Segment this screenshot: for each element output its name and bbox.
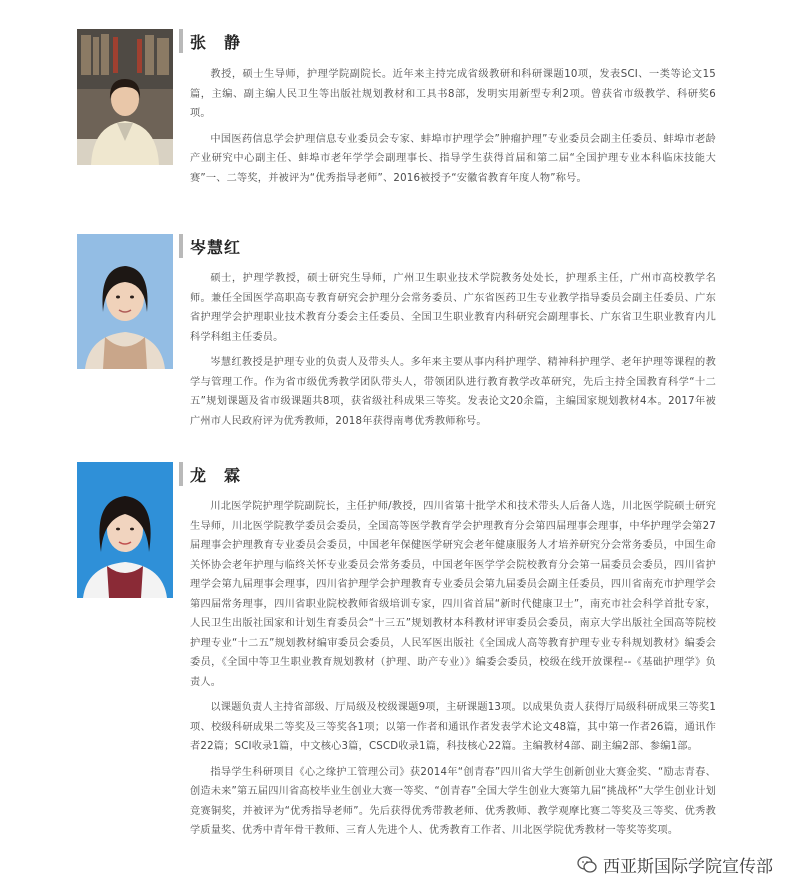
wechat-icon: [577, 855, 597, 875]
profile-bio-3: [190, 497, 716, 847]
bio-paragraph: 岑慧红教授是护理专业的负责人及带头人。多年来主要从事内科护理学、精神科护理学、老年护理等课程的教学与管理工作。作为省市级优秀教学团队带头人，带领团队进行教育教学改革研究，先后主持全国教育科学“十二五”规划课题及省市级课题共8项，获省级社科成果三等奖。发表论文20余篇，主编国家规划教材4本。2017年被广州市人民政府评为优秀教师，2018年获得南粤优秀教师称号。: [190, 357, 716, 427]
profile-bio-2: [190, 269, 716, 437]
portrait-photo-3: [77, 462, 173, 598]
watermark-text: 西亚斯国际学院宣传部: [603, 857, 773, 877]
bio-paragraph: 指导学生科研项目《心之缘护工管理公司》获2014年“创青春”四川省大学生创新创业大赛金奖、“励志青春、创造未来”第五届四川省高校毕业生创业大赛一等奖、“创青春”全国大学生创业大赛第九届“挑战杯”大学生创业计划竞赛铜奖，并被评为“优秀指导老师”。先后获得优秀带教老师、优秀教师、教学观摩比赛二等奖及三等奖、优秀教学质量奖、优秀中青年骨干教师、三育人先进个人、优秀教育工作者、川北医学院优秀教材一等奖等奖项。: [190, 766, 716, 836]
bio-paragraph: 以课题负责人主持省部级、厅局级及校级课题9项，主研课题13项。以成果负责人获得厅局级科研成果三等奖1项、校级科研成果二等奖及三等奖各1项；以第一作者和通讯作者发表学术论文48篇，其中第一作者26篇，通讯作者22篇；SCI收录1篇，中文核心3篇，CSCD收录1篇，科技核心22篇。主编教材4部、副主编2部、参编1部。: [190, 702, 716, 752]
section-divider-2: [179, 234, 183, 258]
profile-name-3: 龙 霖: [190, 466, 242, 485]
section-divider-3: [179, 462, 183, 486]
watermark: [577, 852, 773, 877]
bio-paragraph: 中国医药信息学会护理信息专业委员会专家、蚌埠市护理学会”肿瘤护理”专业委员会副主任委员、蚌埠市老龄产业研究中心副主任、蚌埠市老年学学会副理事长、指导学生获得首届和第二届“全国护理专业本科临床技能大赛”一、二等奖，并被评为“优秀指导老师”、2016被授予“安徽省教育年度人物”称号。: [190, 133, 716, 184]
profile-name-1: 张 静: [190, 33, 242, 52]
profile-bio-1: [190, 65, 716, 194]
bio-paragraph: 川北医学院护理学院副院长，主任护师/教授，四川省第十批学术和技术带头人后备人选，川北医学院硕士研究生导师，川北医学院教学委员会委员，全国高等医学教育学会护理教育分会第四届理事会理事，中华护理学会第27届理事会护理教育专业委员会委员，中国老年保健医学研究会老年健康服务人才培养研究分会常务委员，中国生命关怀协会老年护理与临终关怀专业委员会常务委员，中国老年医学学会院校教育分会第一届委员会委员，四川省护理学会第九届理事会理事，四川省护理学会护理教育专业委员会第九届委员会副主任委员，四川省南充市护理学会第四届常务理事，四川省职业院校教师省级培训专家，四川省首届“新时代健康卫士”，南充市社会科学首批专家，人民卫生出版社国家和计划生育委员会“十三五”规划教材本科教材评审委员会委员，南京大学出版社全国高等院校护理专业“十二五”规划教材编审委员会委员，人民军医出版社《全国成人高等教育护理专业专科规划教材》编委会委员，《全国中等卫生职业教育规划教材（护理、助产专业）》编委会委员，校级在线开放课程--《基础护理学》负责人。: [190, 501, 716, 688]
bio-paragraph: 硕士，护理学教授，硕士研究生导师，广州卫生职业技术学院教务处处长，护理系主任，广州市高校教学名师。兼任全国医学高职高专教育研究会护理分会常务委员、广东省医药卫生专业教学指导委员会副主任委员、广东省护理学会护理职业技术教育分委会主任委员、全国卫生职业教育内科研究会副理事长、广东省卫生职业教育内儿科学科组主任委员。: [190, 273, 716, 343]
portrait-photo-1: [77, 29, 173, 165]
section-divider-1: [179, 29, 183, 53]
bio-paragraph: 教授，硕士生导师，护理学院副院长。近年来主持完成省级教研和科研课题10项，发表SCI、一类等论文15篇，主编、副主编人民卫生等出版社规划教材和工具书8部，发明实用新型专利2项。曾获省市级教学、科研奖6项。: [190, 69, 716, 119]
profile-name-2: 岑慧红: [190, 238, 242, 257]
portrait-photo-2: [77, 234, 173, 369]
